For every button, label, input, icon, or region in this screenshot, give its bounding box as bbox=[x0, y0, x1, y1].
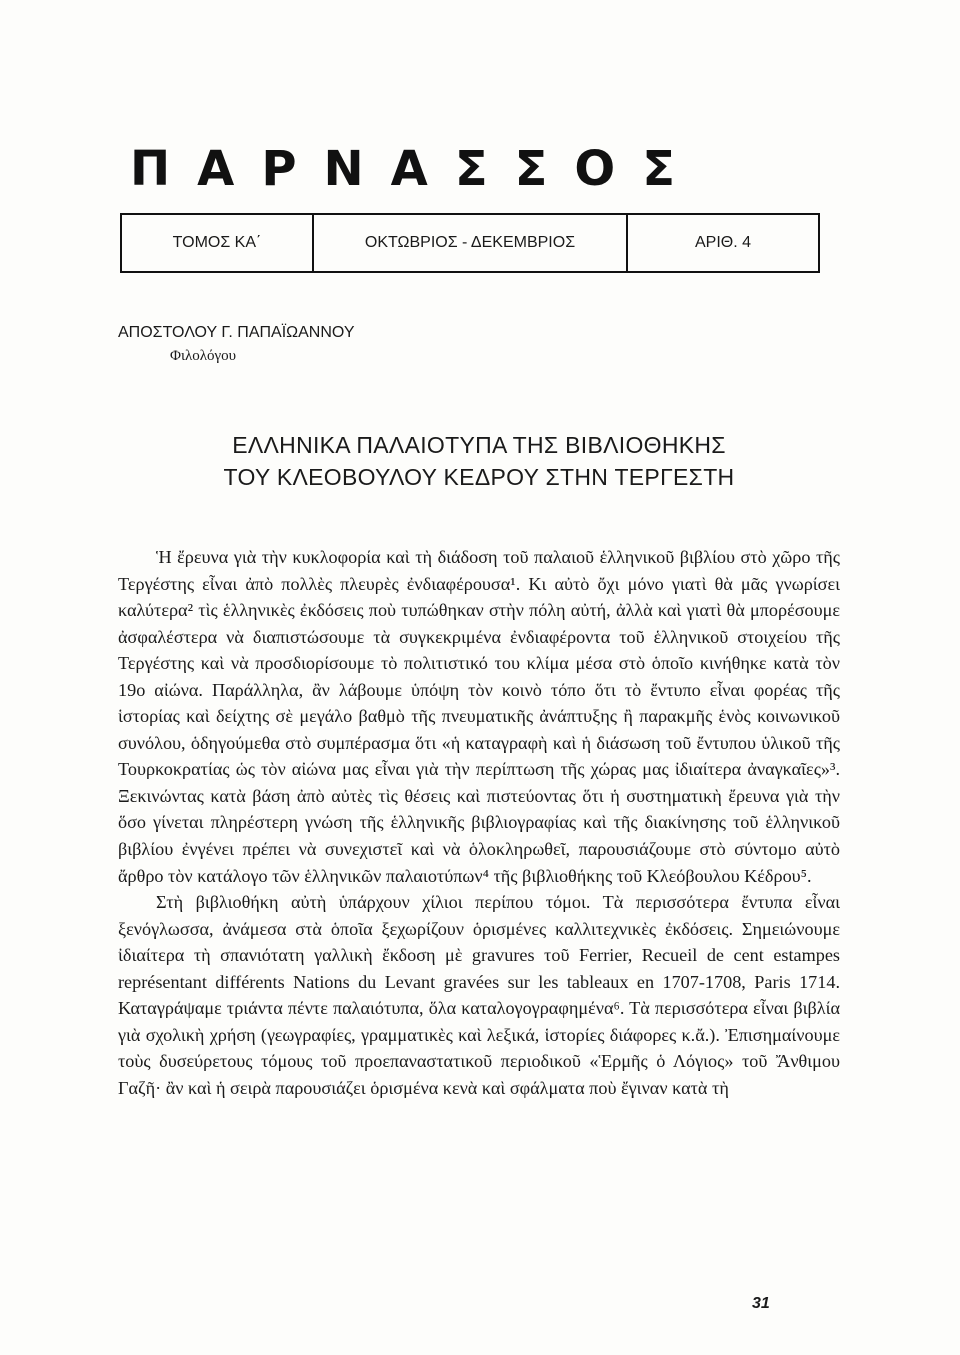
page-number: 31 bbox=[752, 1295, 770, 1312]
body-paragraph: Στὴ βιβλιοθήκη αὐτὴ ὑπάρχουν χίλιοι περίπου τόμοι. Τὰ περισσότερα ἔντυπα εἶναι ξενόγλωσσα, ἀνάμεσα στὰ ὁποῖα ξεχωρίζουν ὁρισμένες καλλιτεχνικὲς ἐκδόσεις. Σημειώνουμε ἰδιαίτερα τὴ σπανιότατη γαλλικὴ ἔκδοση μὲ gravures τοῦ Ferrier, Recueil de cent estampes représentant différents Nations du Levant gravées sur les tableaux en 1707-1708, Paris 1714. Καταγράψαμε τριάντα πέντε παλαιότυπα, ὅλα καταλογογραφημένα⁶. Τὰ περισσότερα εἶναι βιβλία γιὰ σχολικὴ χρήση (γεωγραφίες, γραμματικὲς καὶ λεξικά, ἱστορίες διάφορες κ.ἄ.). Ἐπισημαίνουμε τοὺς δυσεύρετους τόμους τοῦ προεπαναστατικοῦ περιοδικοῦ «Ἑρμῆς ὁ Λόγιος» τοῦ Ἄνθιμου Γαζῆ· ἂν καὶ ἡ σειρὰ παρουσιάζει ὁρισμένα κενὰ καὶ σφάλματα ποὺ ἔγιναν κατὰ τὴ bbox=[118, 892, 840, 1098]
article-title-line-2: ΤΟΥ ΚΛΕΟΒΟΥΛΟΥ ΚΕΔΡΟΥ ΣΤΗΝ ΤΕΡΓΕΣΤΗ bbox=[223, 464, 735, 490]
article-title-line-1: ΕΛΛΗΝΙΚΑ ΠΑΛΑΙΟΤΥΠΑ ΤΗΣ ΒΙΒΛΙΟΘΗΚΗΣ bbox=[232, 432, 726, 458]
issue-period: ΟΚΤΩΒΡΙΟΣ - ΔΕΚΕΜΒΡΙΟΣ bbox=[314, 215, 628, 271]
journal-masthead: ΠΑΡΝΑΣΣΟΣ bbox=[130, 141, 702, 197]
issue-number: ΑΡΙΘ. 4 bbox=[694, 234, 752, 251]
body-paragraph: Ἡ ἔρευνα γιὰ τὴν κυκλοφορία καὶ τὴ διάδοση τοῦ παλαιοῦ ἑλληνικοῦ βιβλίου στὸ χῶρο τῆς Τεργέστης εἶναι ἀπὸ πολλὲς πλευρὲς ἐνδιαφέρουσα¹. Κι αὐτὸ ὄχι μόνο γιατὶ θὰ μᾶς γνωρίσει καλύτερα² τὶς ἑλληνικὲς ἐκδόσεις ποὺ τυπώθηκαν στὴν πόλη αὐτή, ἀλλὰ καὶ γιατὶ θὰ μπορέσουμε ἀσφαλέστερα νὰ διαπιστώσουμε τὰ συγκεκριμένα ἐνδιαφέροντα τοῦ ἑλληνικοῦ στοιχείου τῆς Τεργέστης καὶ νὰ προσδιορίσουμε τὸ πολιτιστικό του κλίμα μέσα στὸ ὁποῖο κινήθηκε κατὰ τὸν 19ο αἰώνα. Παράλληλα, ἂν λάβουμε ὑπόψη τὸν κοινὸ τόπο ὅτι τὸ ἔντυπο εἶναι φορέας τῆς ἱστορίας καὶ δείχτης σὲ μεγάλο βαθμὸ τῆς πνευματικῆς ἀνάπτυξης ἢ παρακμῆς ἑνὸς κοινωνικοῦ συνόλου, ὁδηγούμεθα στὸ συμπέρασμα ὅτι «ἡ καταγραφὴ καὶ ἡ διάσωση τοῦ ἔντυπου ὑλικοῦ τῆς Τουρκοκρατίας ὡς τὸν αἰώνα μας εἶναι γιὰ τὴν περίπτωση τῆς χώρας μας ἰδιαίτερα ἀναγκαῖες»³. Ξεκινώντας κατὰ βάση ἀπὸ αὐτὲς τὶς θέσεις καὶ πιστεύοντας ὅτι ἡ συστηματικὴ ἔρευνα γιὰ τὴν ὅσο γίνεται πληρέστερη γνώση τῆς ἑλληνικῆς βιβλιογραφίας καὶ τῆς διακίνησης τοῦ ἑλληνικοῦ βιβλίου ἐνγένει πρέπει νὰ συνεχιστεῖ καὶ νὰ ὁλοκληρωθεῖ, παρουσιάζουμε στὸ σύντομο αὐτὸ ἄρθρο τὸν κατάλογο τῶν ἑλληνικῶν παλαιοτύπων⁴ τῆς βιβλιοθήκης τοῦ Κλεόβουλου Κέδρου⁵. bbox=[118, 547, 840, 886]
author-affiliation: Φιλολόγου bbox=[170, 348, 237, 364]
article-body bbox=[118, 544, 840, 1101]
article-author: ΑΠΟΣΤΟΛΟΥ Γ. ΠΑΠΑΪΩΑΝΝΟΥ bbox=[118, 324, 355, 341]
issue-volume: ΤΟΜΟΣ ΚΑ΄ bbox=[122, 215, 314, 271]
issue-info-box bbox=[120, 213, 820, 273]
